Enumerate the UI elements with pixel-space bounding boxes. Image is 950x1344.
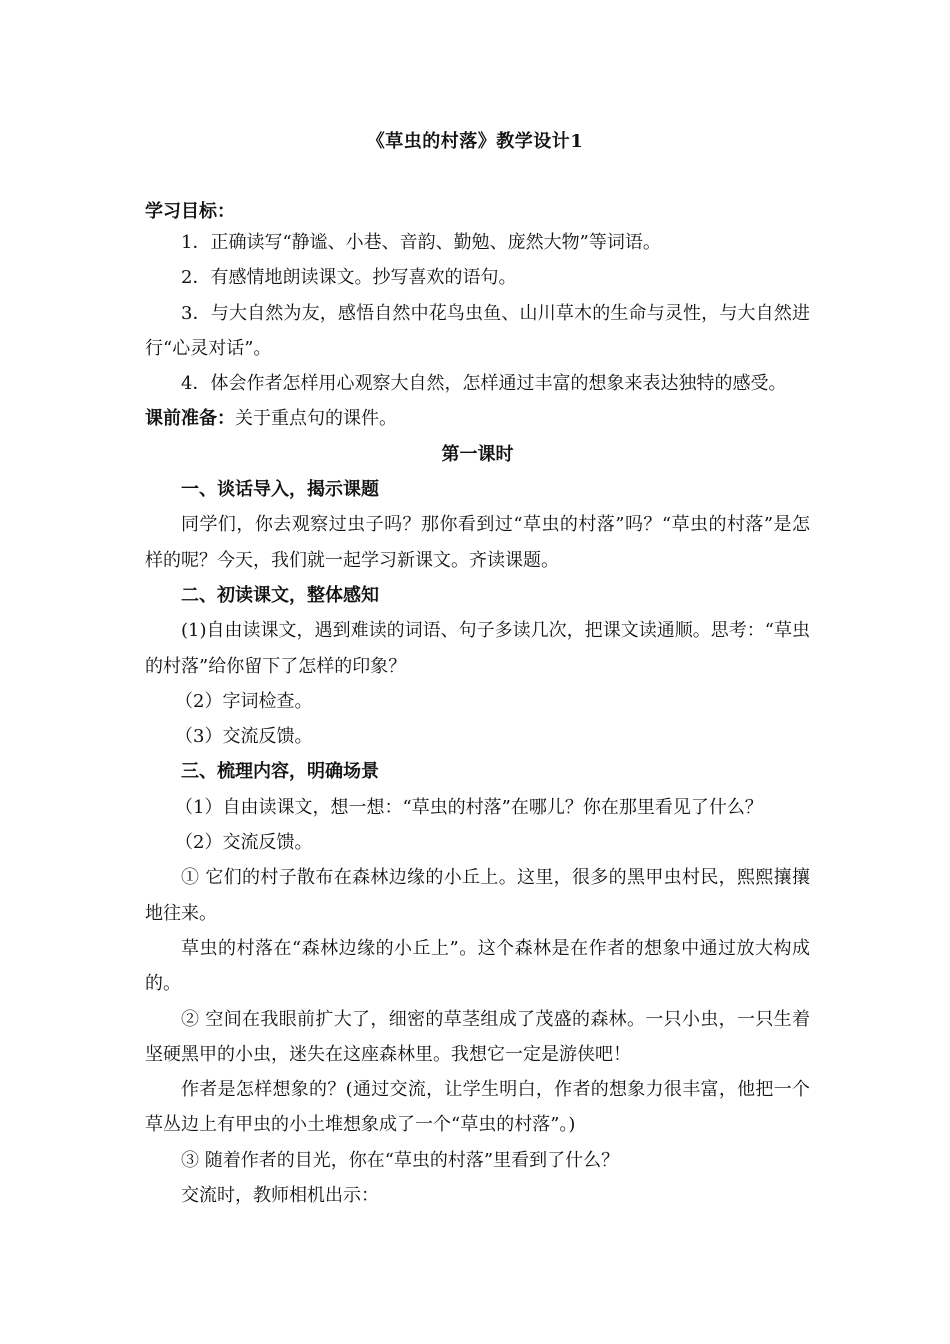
list-item: （2）字词检查。 [175,690,313,712]
quote-paragraph: ③ 随着作者的目光，你在“草虫的村落”里看到了什么？ [181,1149,620,1171]
objectives-heading: 学习目标： [145,201,235,222]
section-heading: 一、谈话导入，揭示课题 [181,479,379,501]
list-item: （3）交流反馈。 [175,726,313,748]
prep-text: 关于重点句的课件。 [235,408,397,430]
paragraph: 交流时，教师相机出示： [181,1185,379,1207]
objective-item: 1．正确读写“静谧、小巷、音韵、勤勉、庞然大物”等词语。 [181,232,661,253]
quote-paragraph: ① 它们的村子散布在森林边缘的小丘上。这里，很多的黑甲虫村民，熙熙攘攘地往来。 [145,867,810,924]
paragraph: 草虫的村落在“森林边缘的小丘上”。这个森林是在作者的想象中通过放大构成的。 [145,937,810,995]
quote-paragraph: ② 空间在我眼前扩大了，细密的草茎组成了茂盛的森林。一只小虫，一只生着坚硬黑甲的小虫，迷失在这座森林里。我想它一定是游侠吧！ [145,1008,810,1065]
document-body [145,225,810,1213]
lesson-heading: 第一课时 [441,443,514,465]
paragraph: 同学们，你去观察过虫子吗？那你看到过“草虫的村落”吗？“草虫的村落”是怎样的呢？今天，我们就一起学习新课文。齐读课题。 [145,514,810,571]
prep-label: 课前准备： [145,408,235,430]
list-item: (1)自由读课文，遇到难读的词语、句子多读几次，把课文读通顺。思考：“草虫的村落”给你留下了怎样的印象？ [145,620,810,677]
section-heading: 三、梳理内容，明确场景 [181,761,379,783]
objective-item: 4．体会作者怎样用心观察大自然，怎样通过丰富的想象来表达独特的感受。 [181,373,787,395]
objective-item: 3．与大自然为友，感悟自然中花鸟虫鱼、山川草木的生命与灵性，与大自然进行“心灵对话”。 [145,302,810,359]
list-item: （1）自由读课文，想一想：“草虫的村落”在哪儿？你在那里看见了什么？ [175,796,763,818]
paragraph: 作者是怎样想象的？(通过交流，让学生明白，作者的想象力很丰富，他把一个草丛边上有甲虫的小土堆想象成了一个“草虫的村落”。) [145,1079,810,1136]
section-heading: 二、初读课文，整体感知 [181,584,379,606]
prep-line [145,401,810,436]
objective-item: 2．有感情地朗读课文。抄写喜欢的语句。 [181,267,517,289]
list-item: （2）交流反馈。 [175,832,313,854]
document-title: 《草虫的村落》教学设计1 [366,131,584,152]
